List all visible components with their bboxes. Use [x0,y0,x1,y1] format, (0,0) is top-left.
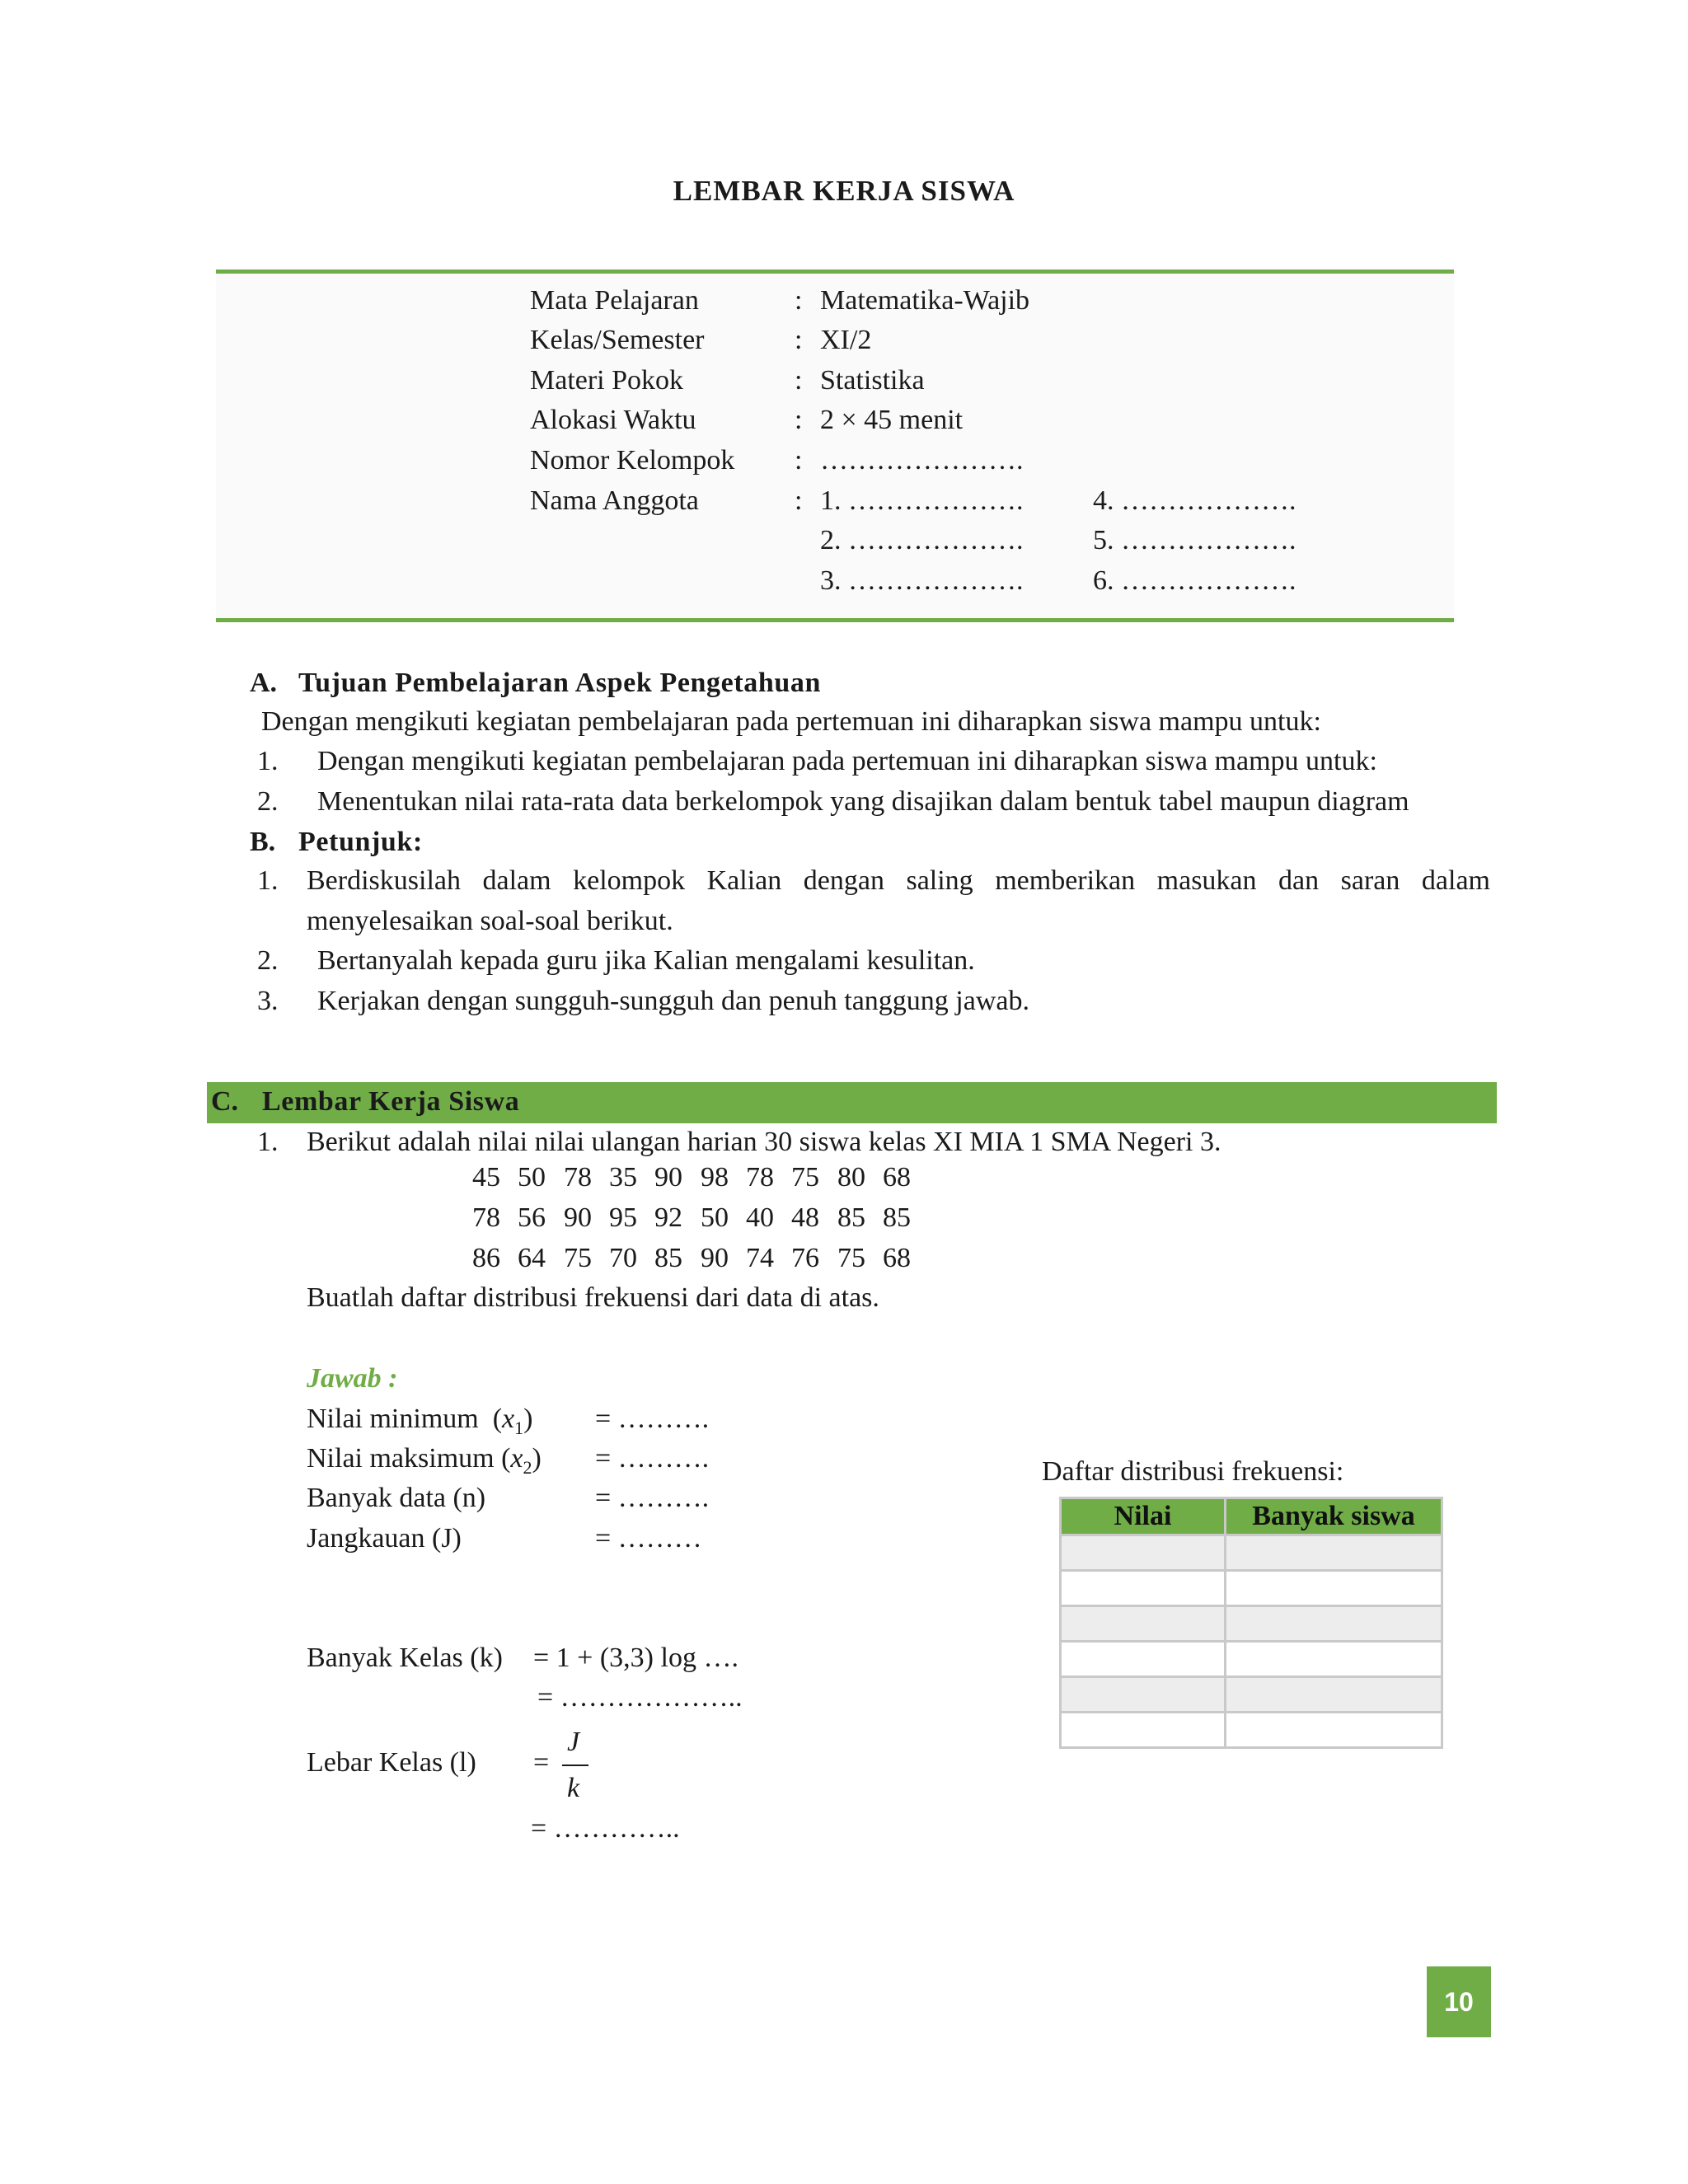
section-a-item-num: 1. [257,746,279,776]
data-value: 64 [518,1243,546,1273]
header-colon: : [795,325,803,355]
k-result: = ……………….. [537,1682,743,1713]
data-value: 90 [701,1243,729,1273]
data-value: 90 [564,1202,592,1233]
question-text: Berikut adalah nilai nilai ulangan harian 30 siswa kelas XI MIA 1 SMA Negeri 3. [307,1127,1221,1157]
data-value: 78 [472,1202,500,1233]
col-header-nilai: Nilai [1061,1498,1226,1535]
freq-table-caption: Daftar distribusi frekuensi: [1042,1456,1344,1487]
data-value: 78 [564,1162,592,1193]
table-row [1061,1535,1442,1571]
table-row [1061,1677,1442,1713]
l-label: Lebar Kelas (l) [307,1747,476,1778]
frequency-table [1059,1497,1443,1749]
member-slot: 6. ………………. [1093,565,1296,596]
col-header-banyak-siswa: Banyak siswa [1226,1498,1442,1535]
data-value: 70 [609,1243,637,1273]
max-sub: 2 [523,1456,532,1478]
table-cell[interactable] [1226,1642,1442,1677]
section-a-item-num: 2. [257,786,279,817]
header-colon: : [795,445,803,476]
header-label-subject: Mata Pelajaran [530,285,699,316]
table-row [1061,1571,1442,1606]
min-var: x [502,1404,515,1434]
header-value-group: …………………. [820,445,1024,476]
section-b-heading: Petunjuk: [298,827,423,857]
data-value: 50 [518,1162,546,1193]
range-label: Jangkauan (J) [307,1523,462,1554]
table-cell[interactable] [1226,1713,1442,1748]
section-c-heading: Lembar Kerja Siswa [262,1086,520,1117]
section-b-item-num: 2. [257,945,279,976]
header-value-subject: Matematika-Wajib [820,285,1030,316]
header-label-group: Nomor Kelompok [530,445,735,476]
data-value: 35 [609,1162,637,1193]
section-b-item-text: Berdiskusilah dalam kelompok Kalian dengan saling memberikan masukan dan saran dalam [307,865,1490,896]
table-header-row [1061,1498,1442,1535]
data-value: 40 [746,1202,774,1233]
section-a-letter: A. [250,668,278,698]
table-cell[interactable] [1226,1606,1442,1642]
member-slot: 2. ………………. [820,525,1024,555]
section-b-item-text-cont: menyelesaikan soal-soal berikut. [307,906,673,936]
k-label: Banyak Kelas (k) [307,1643,503,1673]
table-row [1061,1713,1442,1748]
table-cell[interactable] [1061,1642,1226,1677]
min-sub: 1 [514,1417,524,1438]
data-value: 48 [791,1202,819,1233]
header-label-topic: Materi Pokok [530,365,684,396]
data-value: 75 [564,1243,592,1273]
header-colon: : [795,285,803,316]
section-b-item-text: Kerjakan dengan sungguh-sungguh dan penuh tanggung jawab. [317,986,1029,1016]
instruction-text: Buatlah daftar distribusi frekuensi dari data di atas. [307,1282,879,1313]
fraction-denominator: k [567,1773,580,1803]
data-value: 50 [701,1202,729,1233]
header-value-topic: Statistika [820,365,925,396]
l-equals: = [533,1747,550,1778]
data-value: 90 [654,1162,682,1193]
member-slot: 5. ………………. [1093,525,1296,555]
header-colon: : [795,365,803,396]
fraction-numerator: J [567,1727,580,1757]
max-value: = ………. [595,1443,710,1474]
min-label-text: Nilai minimum [307,1404,479,1434]
section-a-heading: Tujuan Pembelajaran Aspek Pengetahuan [298,668,821,698]
data-value: 68 [883,1162,911,1193]
section-b-letter: B. [250,827,276,857]
data-value: 75 [791,1162,819,1193]
header-colon: : [795,405,803,435]
table-cell[interactable] [1061,1606,1226,1642]
member-slot: 4. ………………. [1093,485,1296,516]
section-c-letter: C. [211,1086,239,1117]
table-cell[interactable] [1226,1535,1442,1571]
data-value: 68 [883,1243,911,1273]
l-result: = ………….. [531,1813,680,1844]
n-value: = ………. [595,1483,710,1513]
header-value-class: XI/2 [820,325,872,355]
max-var: x [510,1443,523,1474]
header-colon: : [795,485,803,516]
max-label: Nilai maksimum $(x_2)$ [307,1443,542,1478]
data-value: 85 [837,1202,865,1233]
n-label: Banyak data (n) [307,1483,486,1513]
data-value: 86 [472,1243,500,1273]
table-cell[interactable] [1061,1713,1226,1748]
table-row [1061,1606,1442,1642]
data-value: 74 [746,1243,774,1273]
data-value: 75 [837,1243,865,1273]
data-value: 85 [654,1243,682,1273]
range-value: = ……… [595,1523,702,1554]
header-label-class: Kelas/Semester [530,325,705,355]
min-value: = ………. [595,1404,710,1434]
k-formula: = 1 + (3,3) log …. [533,1643,738,1673]
data-value: 85 [883,1202,911,1233]
data-value: 80 [837,1162,865,1193]
fraction-bar [562,1765,588,1766]
table-cell[interactable] [1061,1677,1226,1713]
section-b-item-num: 3. [257,986,279,1016]
section-a-intro: Dengan mengikuti kegiatan pembelajaran pada pertemuan ini diharapkan siswa mampu untuk: [261,706,1321,737]
data-value: 76 [791,1243,819,1273]
section-b-item-num: 1. [257,865,279,896]
data-value: 95 [609,1202,637,1233]
question-num: 1. [257,1127,279,1157]
data-value: 56 [518,1202,546,1233]
header-value-time: 2 × 45 menit [820,405,964,435]
min-label: Nilai minimum $(x_1)$ [307,1404,533,1438]
table-cell[interactable] [1226,1677,1442,1713]
header-label-members: Nama Anggota [530,485,699,516]
data-value: 45 [472,1162,500,1193]
member-slot: 3. ………………. [820,565,1024,596]
page-number: 10 [1427,1966,1491,2037]
member-slot: 1. ………………. [820,485,1024,516]
table-cell[interactable] [1061,1571,1226,1606]
table-cell[interactable] [1226,1571,1442,1606]
section-a-item-text: Menentukan nilai rata-rata data berkelompok yang disajikan dalam bentuk tabel maupun diagram [317,786,1409,817]
max-label-text: Nilai maksimum [307,1443,495,1474]
section-b-item-text: Bertanyalah kepada guru jika Kalian mengalami kesulitan. [317,945,975,976]
answer-label: Jawab : [307,1363,398,1394]
data-value: 92 [654,1202,682,1233]
table-cell[interactable] [1061,1535,1226,1571]
data-value: 98 [701,1162,729,1193]
data-value: 78 [746,1162,774,1193]
page-title: LEMBAR KERJA SISWA [673,175,1015,207]
section-a-item-text: Dengan mengikuti kegiatan pembelajaran pada pertemuan ini diharapkan siswa mampu untuk: [317,746,1377,776]
header-label-time: Alokasi Waktu [530,405,696,435]
table-row [1061,1642,1442,1677]
